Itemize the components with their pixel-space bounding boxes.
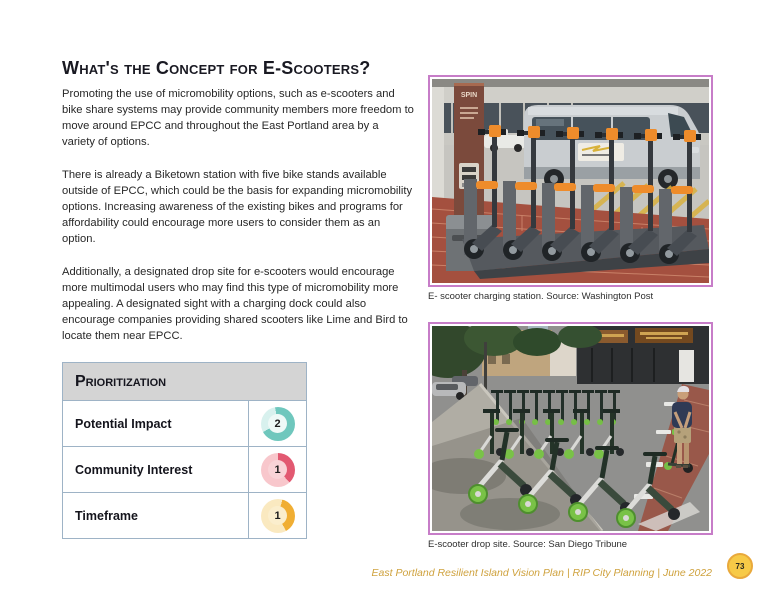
prioritization-table-header: Prioritization bbox=[63, 363, 306, 401]
table-row bbox=[63, 447, 306, 493]
paragraph-3: Additionally, a designated drop site for e-scooters would encourage more multimodal users who may find this type of micromobility more appealing. A designated sight with a charging dock could also encourage companies providing shared scooters like Lime and Bird to locate them near EPCC. bbox=[62, 266, 408, 342]
priority-score-value: 2 bbox=[268, 414, 287, 433]
charging-station-photo bbox=[432, 79, 709, 283]
prioritization-table bbox=[62, 362, 307, 539]
priority-donut-badge bbox=[261, 453, 295, 487]
footer-text: East Portland Resilient Island Vision Plan | RIP City Planning | June 2022 bbox=[371, 567, 712, 579]
row-label-community-interest: Community Interest bbox=[63, 447, 249, 492]
priority-score-value: 1 bbox=[268, 460, 287, 479]
priority-donut-badge bbox=[261, 407, 295, 441]
row-label-potential-impact: Potential Impact bbox=[63, 401, 249, 446]
photo-frame bbox=[428, 322, 713, 535]
paragraph-1: Promoting the use of micromobility options, such as e-scooters and bike share systems may provide community members more freedom to move around EPCC and throughout the East Portland area by a variety of options. bbox=[62, 88, 414, 148]
paragraph-2: There is already a Biketown station with five bike stands available outside of EPCC, which could be the basis for expanding micromobility options. Increasing awareness of the existing bikes and programs for affordability could encourage more users to consider them as an option. bbox=[62, 169, 413, 245]
page-title: What's the Concept for E-Scooters? bbox=[62, 58, 371, 78]
row-badge-cell bbox=[249, 493, 306, 538]
priority-score-value: 1 bbox=[268, 506, 287, 525]
figure-charging-station bbox=[428, 75, 713, 303]
priority-donut-badge bbox=[261, 499, 295, 533]
figure-caption: E- scooter charging station. Source: Washington Post bbox=[428, 291, 654, 302]
row-label-timeframe: Timeframe bbox=[63, 493, 249, 538]
photo-frame bbox=[428, 75, 713, 287]
table-row bbox=[63, 401, 306, 447]
svg-text:SPIN: SPIN bbox=[460, 92, 478, 99]
figure-caption: E-scooter drop site. Source: San Diego Tribune bbox=[428, 539, 628, 550]
row-badge-cell bbox=[249, 447, 306, 492]
page-number-badge: 73 bbox=[727, 553, 753, 579]
body-text bbox=[62, 86, 414, 361]
table-row bbox=[63, 493, 306, 538]
figure-drop-site bbox=[428, 322, 713, 551]
row-badge-cell bbox=[249, 401, 306, 446]
drop-site-photo bbox=[432, 326, 709, 531]
